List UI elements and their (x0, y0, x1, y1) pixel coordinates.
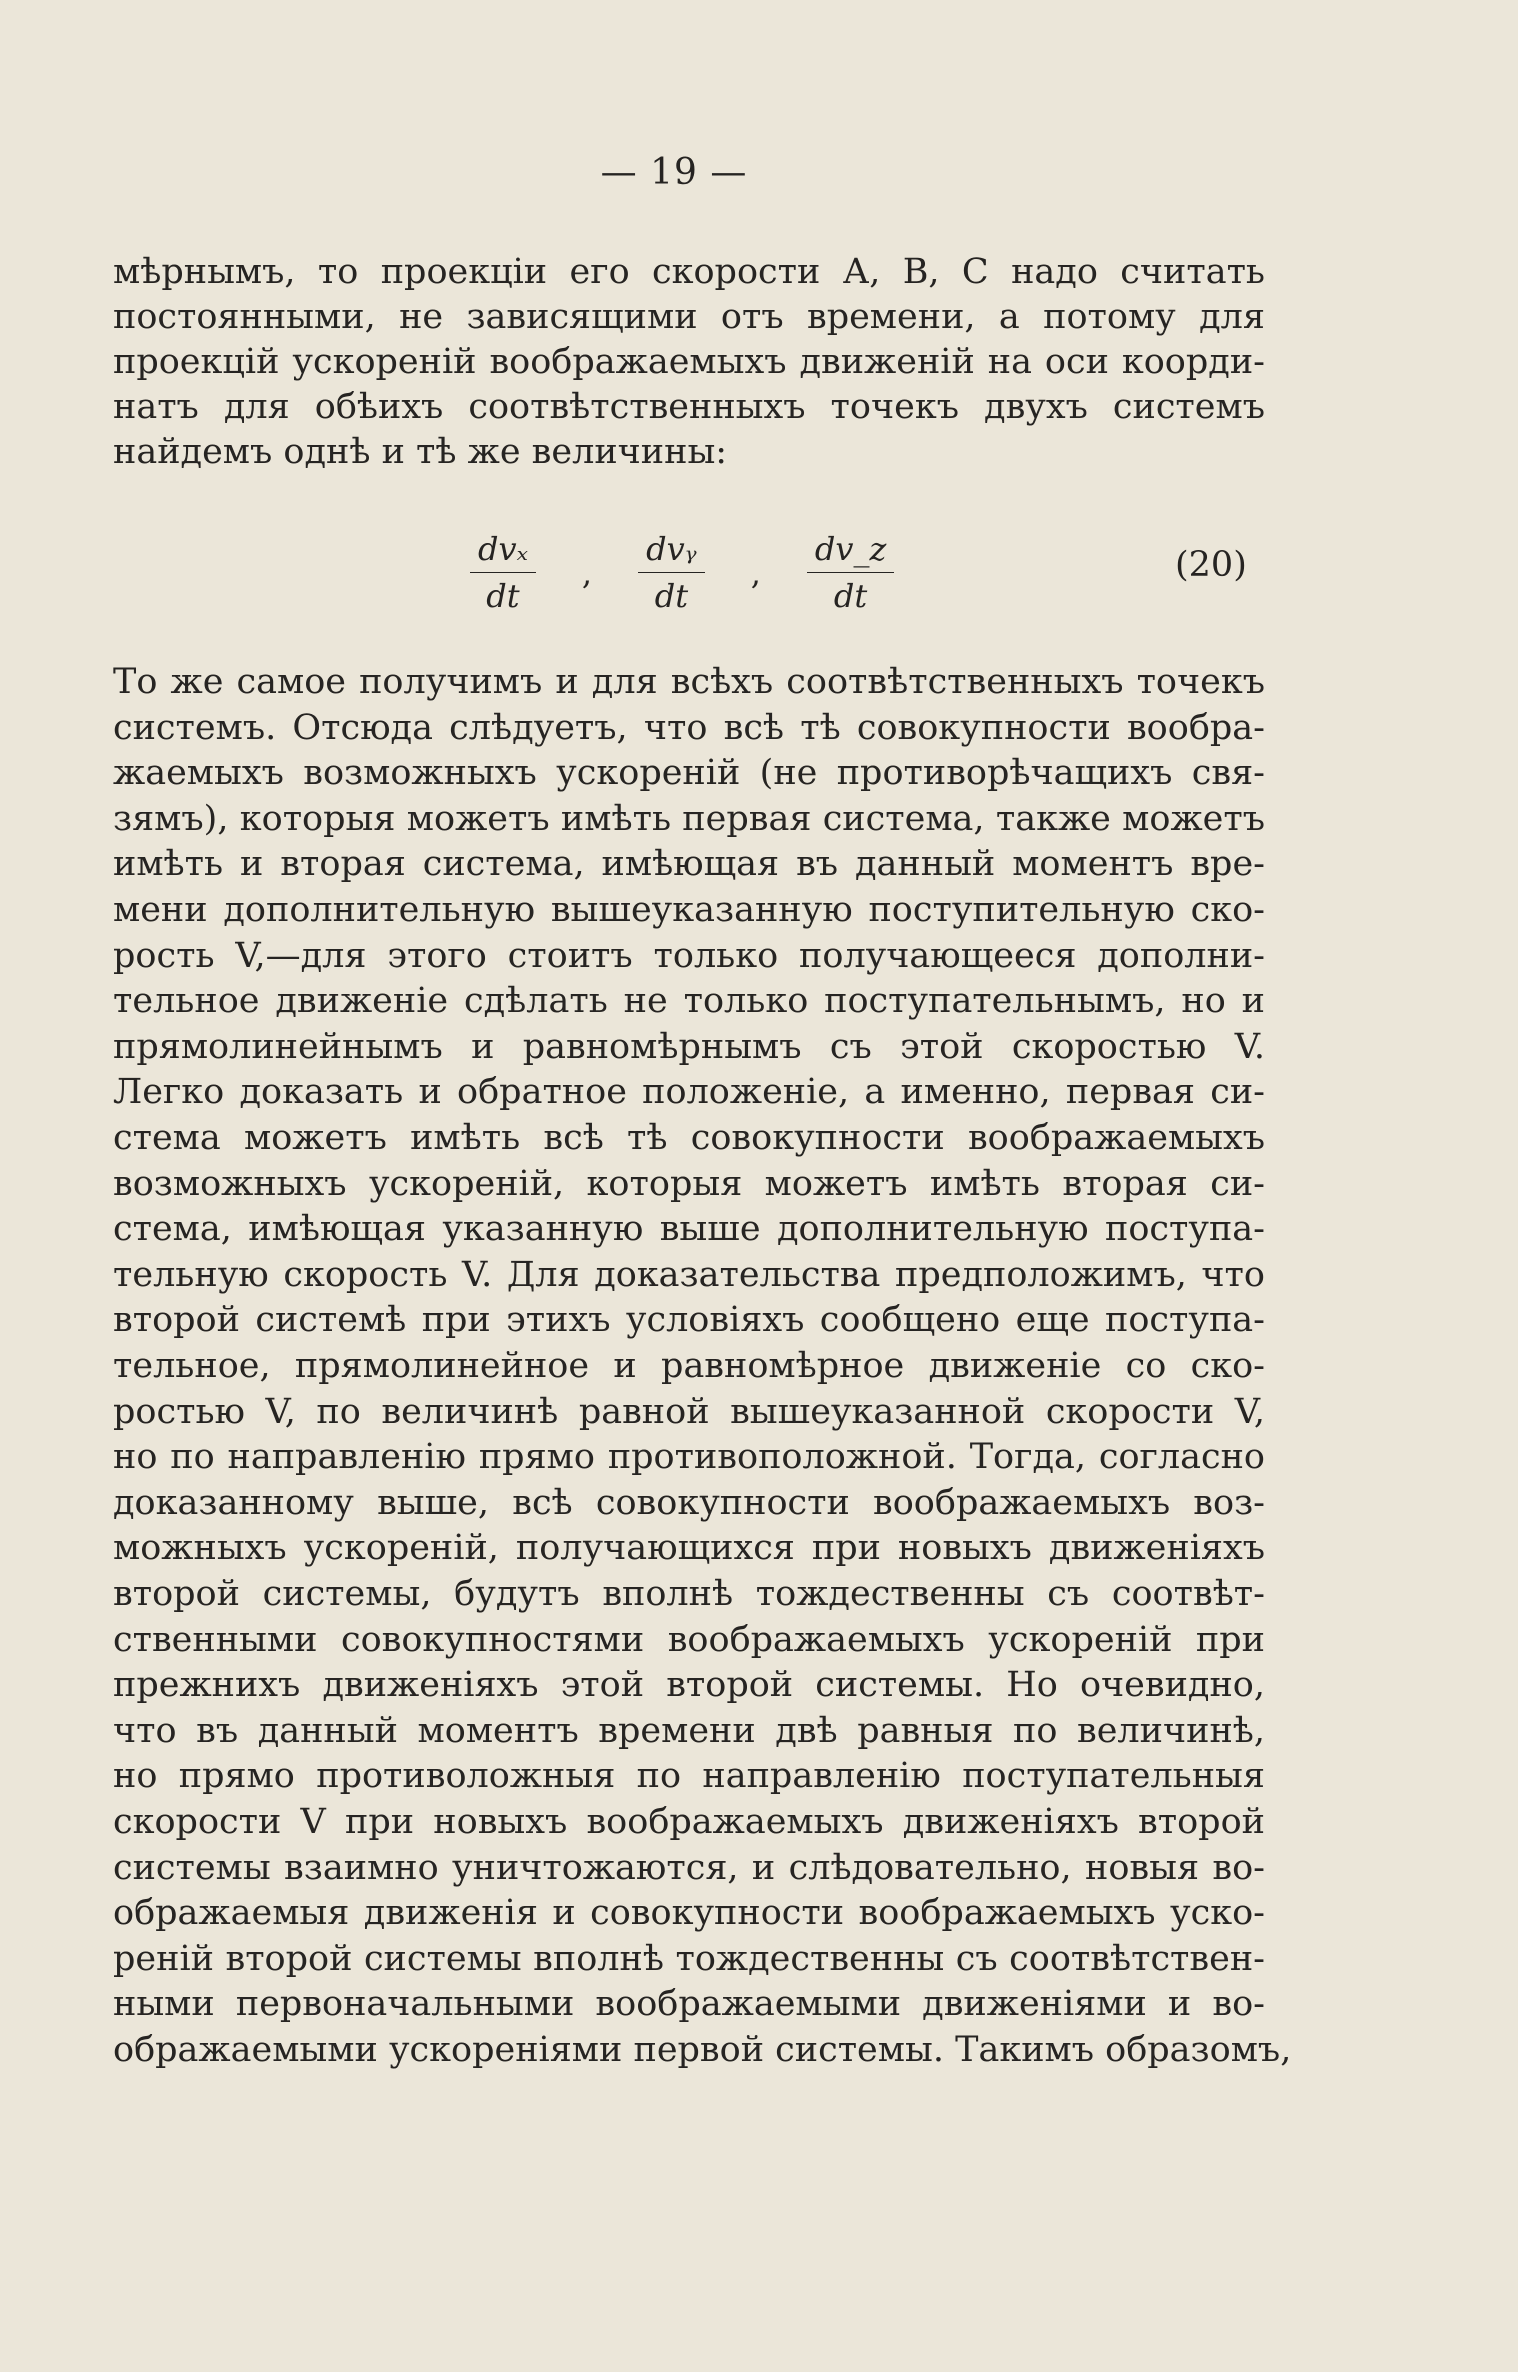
text-line: второй системы, будутъ вполнѣ тождественны съ соотвѣт- (113, 1574, 1265, 1614)
text-line: ростью V, по величинѣ равной вышеуказанной скорости V, (113, 1391, 1265, 1432)
text-line: доказанному выше, всѣ совокупности воображаемыхъ воз- (113, 1482, 1265, 1523)
text-line: системъ. Отсюда слѣдуетъ, что всѣ тѣ совокупности вообра- (113, 707, 1265, 748)
fraction-denominator: dt (486, 577, 520, 615)
text-line: натъ для обѣихъ соотвѣтственныхъ точекъ двухъ системъ (113, 387, 1265, 427)
text-line: ственными совокупностями воображаемыхъ ускореній при (113, 1619, 1265, 1660)
text-line: тельное движеніе сдѣлать не только поступательнымъ, но и (113, 981, 1265, 1022)
text-line: тельную скорость V. Для доказательства предположимъ, что (113, 1254, 1265, 1295)
text-line: Легко доказать и обратное положеніе, а именно, первая си- (113, 1072, 1265, 1113)
formula-20 (470, 530, 894, 615)
text-line: но прямо противоложныя по направленію поступательныя (113, 1756, 1265, 1797)
text-line: зямъ), которыя можетъ имѣть первая система, также можетъ (113, 798, 1265, 839)
fraction-dvy-dt (638, 530, 705, 615)
text-line: проекцій ускореній воображаемыхъ движеній на оси коорди- (113, 342, 1265, 382)
text-line: второй системѣ при этихъ условіяхъ сообщено еще поступа- (113, 1300, 1265, 1341)
text-line: прежнихъ движеніяхъ этой второй системы. Но очевидно, (113, 1665, 1265, 1706)
text-line: стема, имѣющая указанную выше дополнительную поступа- (113, 1209, 1265, 1250)
text-line: постоянными, не зависящими отъ времени, а потому для (113, 297, 1265, 337)
text-line: имѣть и вторая система, имѣющая въ данный моментъ вре- (113, 844, 1265, 885)
page-number: — 19 — (600, 152, 748, 193)
fraction-denominator: dt (833, 577, 868, 615)
fraction-dvz-dt (807, 530, 894, 615)
text-line: можныхъ ускореній, получающихся при новыхъ движеніяхъ (113, 1528, 1265, 1569)
text-line: ными первоначальными воображаемыми движеніями и во- (113, 1984, 1265, 2025)
text-line: что въ данный моментъ времени двѣ равныя по величинѣ, (113, 1710, 1265, 1751)
text-line: мени дополнительную вышеуказанную поступительную ско- (113, 890, 1265, 930)
text-line: стема можетъ имѣть всѣ тѣ совокупности воображаемыхъ (113, 1118, 1265, 1158)
text-line: но по направленію прямо противоположной. Тогда, согласно (113, 1437, 1265, 1478)
fraction-numerator: dv_z (807, 530, 894, 573)
text-line: ображаемыми ускореніями первой системы. Такимъ образомъ, (113, 2030, 1292, 2070)
formula-separator: , (750, 553, 761, 592)
text-line: реній второй системы вполнѣ тождественны съ соотвѣтствен- (113, 1938, 1265, 1979)
text-line: тельное, прямолинейное и равномѣрное движеніе со ско- (113, 1346, 1265, 1386)
equation-number: (20) (1175, 545, 1247, 585)
text-line: скорости V при новыхъ воображаемыхъ движеніяхъ второй (113, 1802, 1265, 1842)
formula-separator: , (581, 553, 593, 592)
fraction-numerator: dvₓ (470, 530, 536, 573)
text-line: жаемыхъ возможныхъ ускореній (не противорѣчащихъ свя- (113, 753, 1265, 794)
text-line: рость V,—для этого стоитъ только получающееся дополни- (113, 935, 1265, 976)
fraction-denominator: dt (654, 577, 689, 615)
text-line: найдемъ однѣ и тѣ же величины: (113, 432, 728, 472)
text-line: То же самое получимъ и для всѣхъ соотвѣтственныхъ точекъ (113, 662, 1265, 702)
text-line: ображаемыя движенія и совокупности воображаемыхъ уско- (113, 1893, 1265, 1934)
text-line: системы взаимно уничтожаются, и слѣдовательно, новыя во- (113, 1847, 1265, 1888)
text-line: прямолинейнымъ и равномѣрнымъ съ этой скоростью V. (113, 1026, 1265, 1067)
fraction-numerator: dvᵧ (638, 530, 705, 573)
text-line: возможныхъ ускореній, которыя можетъ имѣть вторая си- (113, 1163, 1265, 1204)
text-line: мѣрнымъ, то проекціи его скорости А, В, С надо считать (113, 252, 1265, 292)
fraction-dvx-dt (470, 530, 536, 615)
